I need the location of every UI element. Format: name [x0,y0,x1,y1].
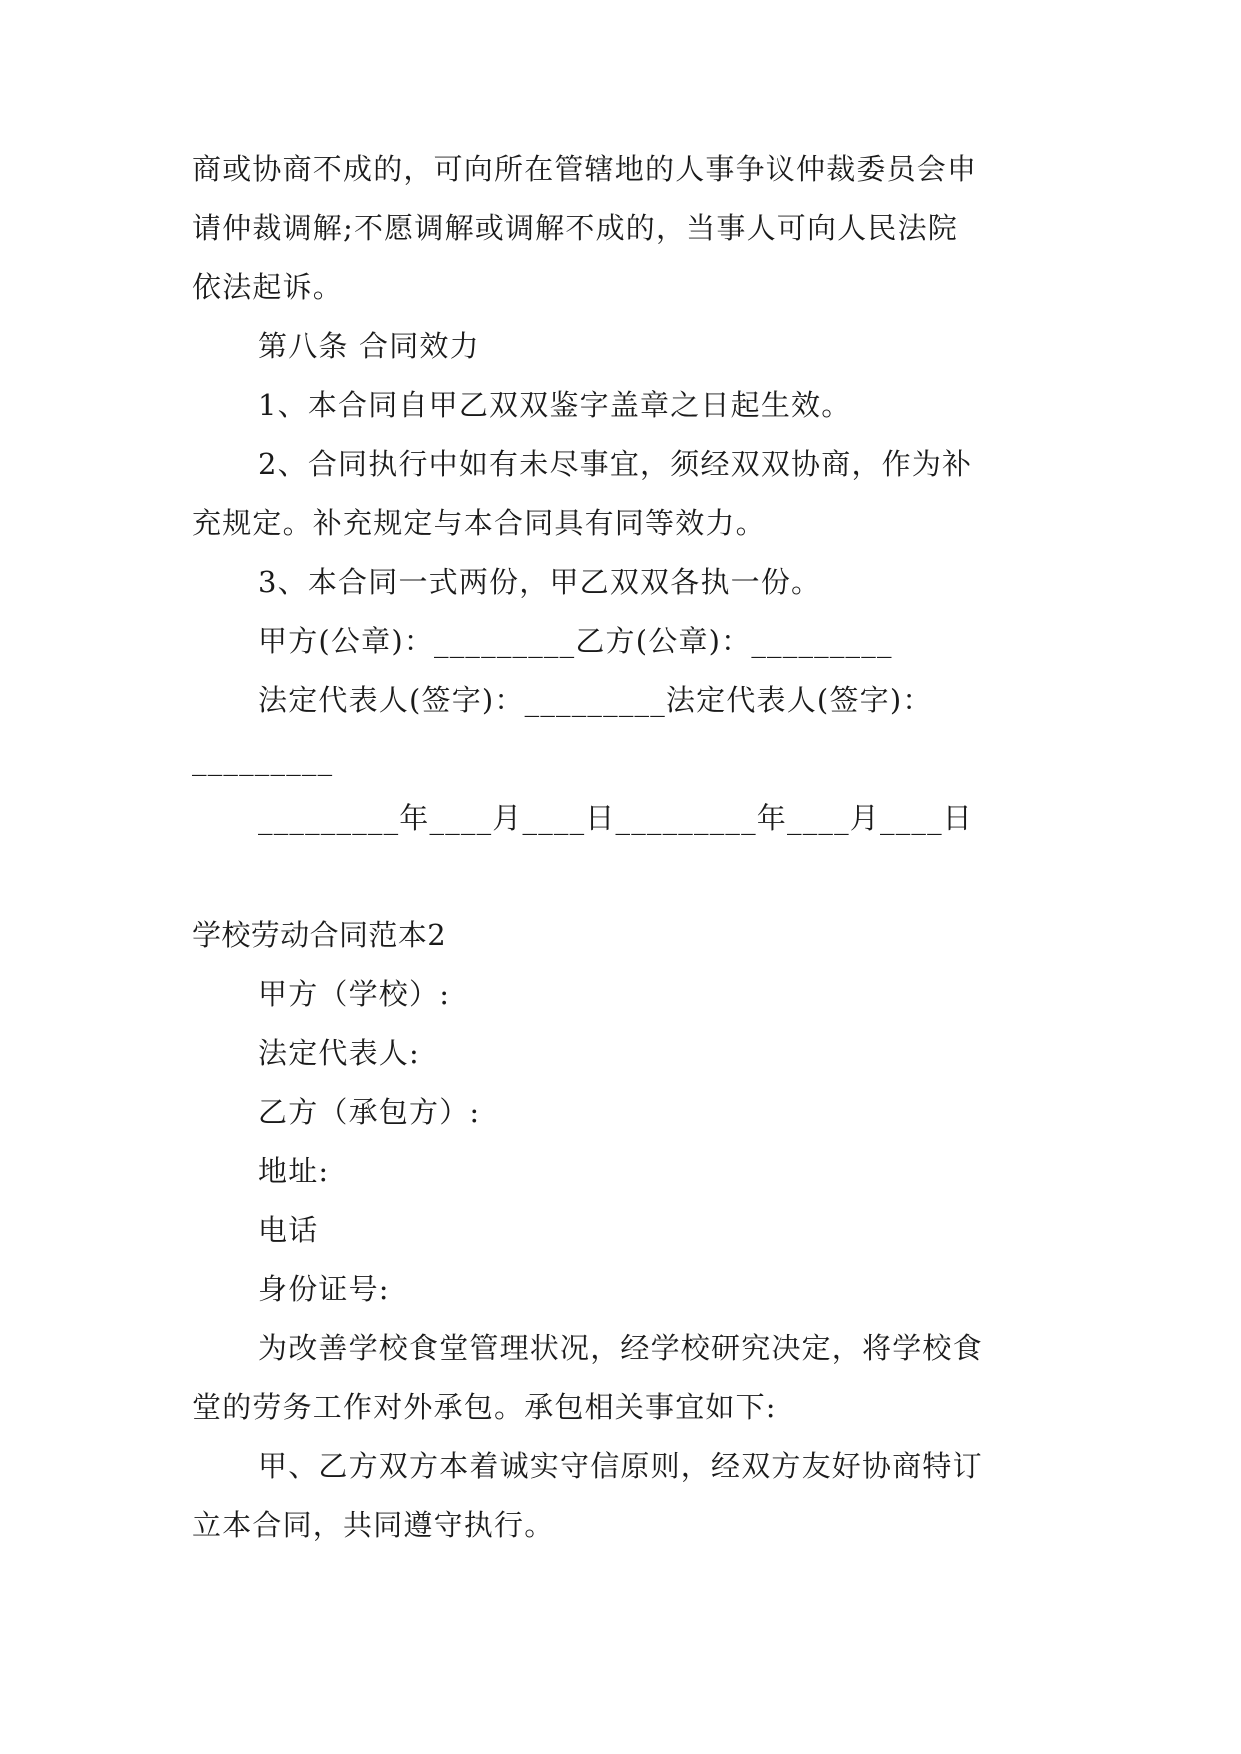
clause-line: 1、本合同自甲乙双双鉴字盖章之日起生效。 [258,388,852,422]
clause-line: 2、合同执行中如有未尽事宜，须经双双协商，作为补 [258,447,973,481]
signature-line: 甲方(公章)：_________乙方(公章)：_________ [258,624,893,658]
legal-rep-field: 法定代表人: [258,1036,420,1070]
signature-line: 法定代表人(签字)：_________法定代表人(签字)： [258,683,933,717]
section-title: 学校劳动合同范本2 [192,918,447,952]
paragraph-line: 立本合同，共同遵守执行。 [192,1508,555,1542]
date-line: _________年____月____日_________年____月____日 [258,801,974,835]
party-a-field: 甲方（学校）: [258,977,451,1011]
paragraph-line: 为改善学校食堂管理状况，经学校研究决定，将学校食 [258,1331,983,1365]
article-heading: 第八条 合同效力 [258,329,480,363]
paragraph-line: 堂的劳务工作对外承包。承包相关事宜如下: [192,1390,777,1424]
clause-line: 3、本合同一式两份，甲乙双双各执一份。 [258,565,822,599]
address-field: 地址: [258,1154,330,1188]
paragraph-line: 请仲裁调解;不愿调解或调解不成的，当事人可向人民法院 [192,211,958,245]
phone-field: 电话 [258,1213,319,1247]
signature-blank: _________ [192,742,334,776]
clause-line: 充规定。补充规定与本合同具有同等效力。 [192,506,766,540]
paragraph-line: 依法起诉。 [192,270,344,304]
paragraph-line: 商或协商不成的，可向所在管辖地的人事争议仲裁委员会申 [192,152,978,186]
id-number-field: 身份证号: [258,1272,390,1306]
paragraph-line: 甲、乙方双方本着诚实守信原则，经双方友好协商特订 [258,1449,983,1483]
party-b-field: 乙方（承包方）: [258,1095,481,1129]
